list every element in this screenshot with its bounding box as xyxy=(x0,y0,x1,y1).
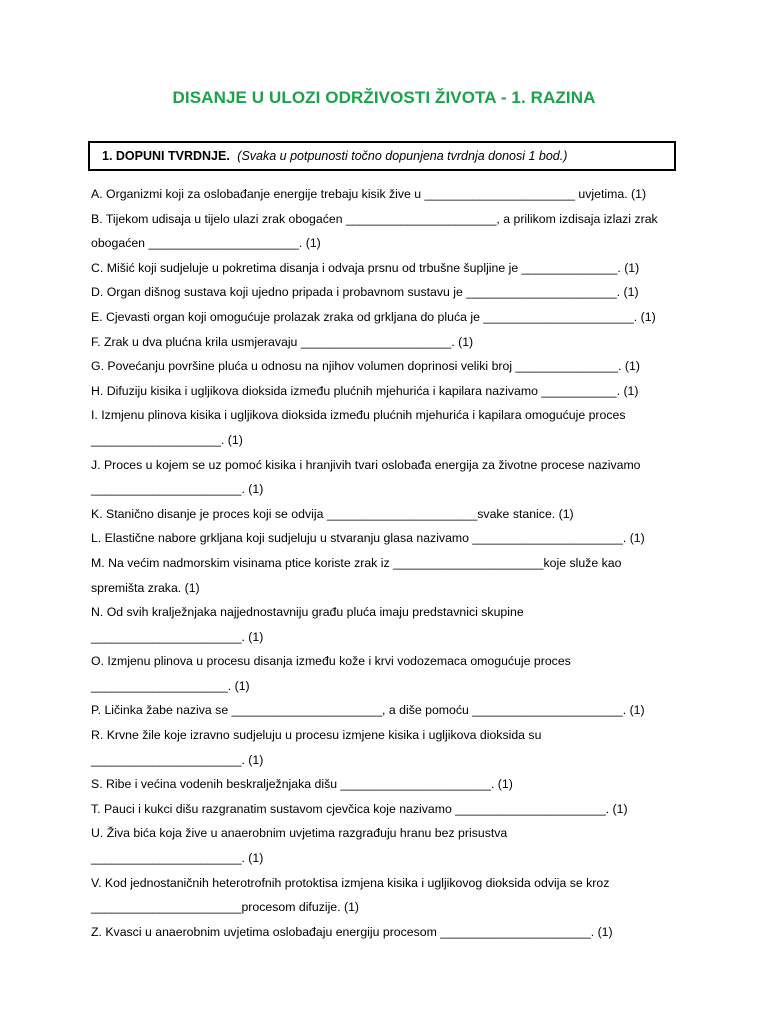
question-item xyxy=(91,379,691,404)
question-item xyxy=(91,821,691,870)
question-line: T. Pauci i kukci dišu razgranatim sustavom cjevčica koje nazivamo ______________________. (1) xyxy=(91,801,628,816)
page-title: DISANJE U ULOZI ODRŽIVOSTI ŽIVOTA - 1. RAZINA xyxy=(172,88,596,107)
question-line: ______________________. (1) xyxy=(91,851,264,866)
question-line: K. Stanično disanje je proces koji se odvija ______________________svake stanice. (1) xyxy=(91,506,574,521)
question-item xyxy=(91,772,691,797)
question-line: V. Kod jednostaničnih heterotrofnih protoktisa izmjena kisika i ugljikovog dioksida odvija se kroz xyxy=(91,875,610,890)
question-item xyxy=(91,182,691,207)
question-item xyxy=(91,453,691,502)
section-header-box xyxy=(88,141,676,171)
question-line: B. Tijekom udisaja u tijelo ulazi zrak obogaćen ______________________, a prilikom izdisaja izlazi zrak xyxy=(91,211,658,226)
question-item xyxy=(91,256,691,281)
question-item xyxy=(91,600,691,649)
section-note: (Svaka u potpunosti točno dopunjena tvrdnja donosi 1 bod.) xyxy=(237,149,568,163)
question-line: spremišta zraka. (1) xyxy=(91,580,200,595)
question-line: G. Povećanju površine pluća u odnosu na njihov volumen doprinosi veliki broj _______________. (1) xyxy=(91,359,640,374)
question-item xyxy=(91,305,691,330)
question-item xyxy=(91,551,691,600)
question-line: U. Živa bića koja žive u anaerobnim uvjetima razgrađuju hranu bez prisustva xyxy=(91,826,508,841)
question-item xyxy=(91,920,691,945)
question-line: obogaćen ______________________. (1) xyxy=(91,236,321,251)
question-item xyxy=(91,403,691,452)
question-line: I. Izmjenu plinova kisika i ugljikova dioksida između plućnih mjehurića i kapilara omogućuje proces xyxy=(91,408,626,423)
question-item xyxy=(91,330,691,355)
question-item xyxy=(91,354,691,379)
question-line: S. Ribe i većina vodenih beskralježnjaka dišu ______________________. (1) xyxy=(91,777,513,792)
question-item xyxy=(91,698,691,723)
question-line: ______________________. (1) xyxy=(91,629,264,644)
question-line: ______________________procesom difuzije. (1) xyxy=(91,900,360,915)
question-line: N. Od svih kralježnjaka najjednostavniju građu pluća imaju predstavnici skupine xyxy=(91,605,524,620)
question-line: ___________________. (1) xyxy=(91,432,243,447)
question-item xyxy=(91,723,691,772)
question-line: C. Mišić koji sudjeluje u pokretima disanja i odvaja prsnu od trbušne šupljine je ______________. (1) xyxy=(91,260,640,275)
question-item xyxy=(91,649,691,698)
question-item xyxy=(91,207,691,256)
question-line: D. Organ dišnog sustava koji ujedno pripada i probavnom sustavu je ______________________. (1) xyxy=(91,285,639,300)
question-line: H. Difuziju kisika i ugljikova dioksida između plućnih mjehurića i kapilara nazivamo ___________. (1) xyxy=(91,383,639,398)
question-item xyxy=(91,280,691,305)
question-list xyxy=(91,182,691,944)
question-item xyxy=(91,797,691,822)
question-item xyxy=(91,871,691,920)
question-item xyxy=(91,526,691,551)
question-line: O. Izmjenu plinova u procesu disanja između kože i krvi vodozemaca omogućuje proces xyxy=(91,654,571,669)
question-line: A. Organizmi koji za oslobađanje energije trebaju kisik žive u ______________________ uvjetima. (1) xyxy=(91,187,647,201)
question-item xyxy=(91,502,691,527)
question-line: M. Na većim nadmorskim visinama ptice koriste zrak iz ______________________koje služe kao xyxy=(91,555,622,570)
question-line: J. Proces u kojem se uz pomoć kisika i hranjivih tvari oslobađa energija za životne procese nazivamo xyxy=(91,457,641,472)
question-line: ______________________. (1) xyxy=(91,482,264,497)
question-line: F. Zrak u dva plućna krila usmjeravaju ______________________. (1) xyxy=(91,334,474,349)
question-line: E. Cjevasti organ koji omogućuje prolazak zraka od grkljana do pluća je ______________________. (1) xyxy=(91,309,656,324)
question-line: L. Elastične nabore grkljana koji sudjeluju u stvaranju glasa nazivamo ______________________. (1) xyxy=(91,531,645,546)
section-heading: 1. DOPUNI TVRDNJE. xyxy=(102,149,230,163)
question-line: Z. Kvasci u anaerobnim uvjetima oslobađaju energiju procesom ______________________. (1) xyxy=(91,924,613,939)
question-line: P. Ličinka žabe naziva se ______________________, a diše pomoću ______________________. (1) xyxy=(91,703,645,718)
question-line: ____________________. (1) xyxy=(91,678,250,693)
question-line: R. Krvne žile koje izravno sudjeluju u procesu izmjene kisika i ugljikova dioksida su xyxy=(91,728,542,743)
question-line: ______________________. (1) xyxy=(91,752,264,767)
